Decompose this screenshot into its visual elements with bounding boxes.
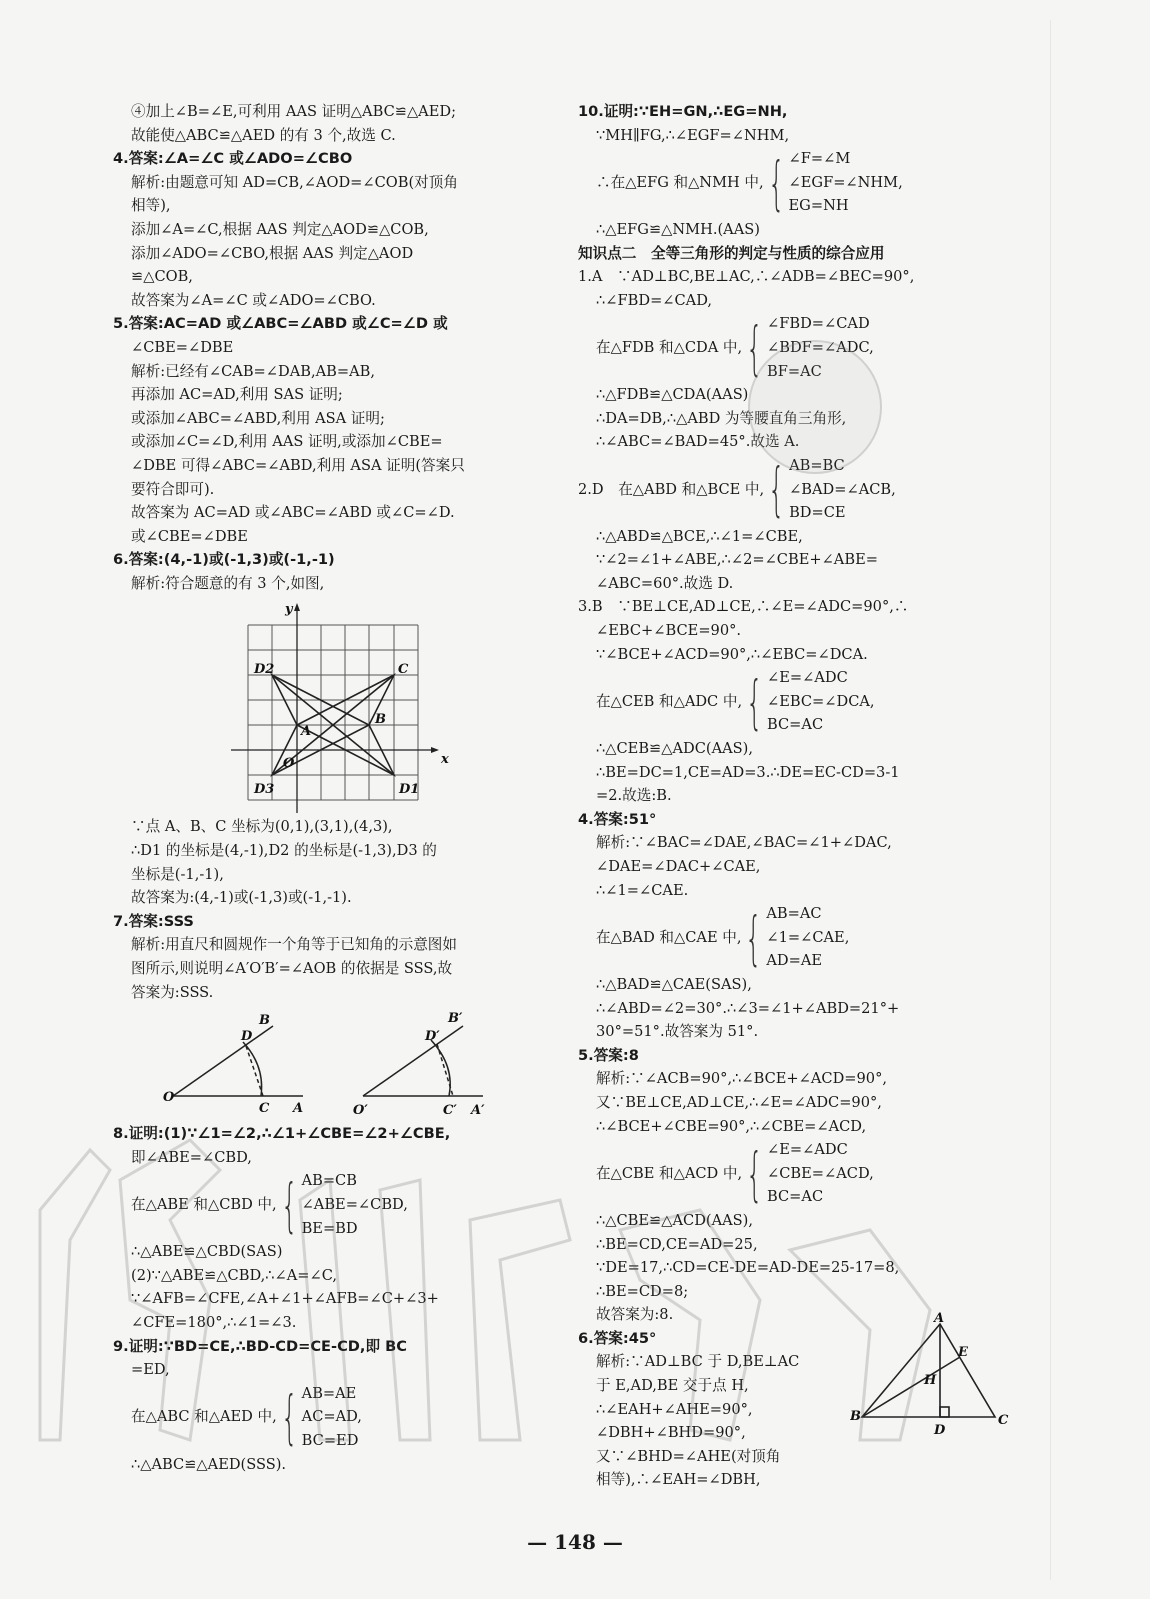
text-line: ∴△FDB≌△CDA(AAS) bbox=[596, 386, 749, 404]
system-row: BC=AC bbox=[767, 1188, 824, 1206]
text-line: ∴BE=CD,CE=AD=25, bbox=[596, 1235, 758, 1253]
proof-10-title: 10.证明:∵EH=GN,∴EG=NH, bbox=[578, 103, 788, 120]
text-line: 添加∠A=∠C,根据 AAS 判定△AOD≌△COB, bbox=[131, 220, 429, 238]
text-line: ∴∠1=∠CAE. bbox=[596, 881, 689, 899]
system-r3 bbox=[578, 666, 1018, 737]
label-h: H bbox=[924, 1373, 937, 1388]
system-row: BC=AC bbox=[767, 716, 824, 734]
answer-7-title: 7.答案:SSS bbox=[113, 912, 194, 930]
text-line: 解析:∵∠ACB=90°,∴∠BCE+∠ACD=90°, bbox=[596, 1070, 888, 1088]
label-a-prime: A′ bbox=[471, 1103, 485, 1119]
brace-icon: { bbox=[280, 1383, 298, 1452]
system-prefix: 在△FDB 和△CDA 中, bbox=[596, 338, 743, 356]
text-line: ∴∠BCE+∠CBE=90°,∴∠CBE=∠ACD, bbox=[596, 1117, 867, 1135]
text-line: 即∠ABE=∠CBD, bbox=[131, 1148, 252, 1166]
page-number: — 148 — bbox=[527, 1530, 623, 1554]
text-line: ≌△COB, bbox=[131, 268, 193, 286]
proof-8-title: 8.证明:(1)∵∠1=∠2,∴∠1+∠CBE=∠2+∠CBE, bbox=[113, 1125, 451, 1143]
text-line: 解析:由题意可知 AD=CB,∠AOD=∠COB(对顶角 bbox=[131, 173, 458, 191]
answer-6-title: 6.答案:(4,-1)或(-1,3)或(-1,-1) bbox=[113, 551, 335, 569]
text-line: ∠CFE=180°,∴∠1=∠3. bbox=[131, 1313, 297, 1331]
label-d2: D2 bbox=[254, 662, 275, 678]
system-row: ∠EGF=∠NHM, bbox=[788, 173, 903, 191]
text-line: 1.A ∵AD⊥BC,BE⊥AC,∴∠ADB=∠BEC=90°, bbox=[578, 268, 915, 286]
system-8 bbox=[113, 1169, 553, 1240]
system-rows bbox=[302, 1169, 408, 1240]
answer-r5-title: 5.答案:8 bbox=[578, 1046, 639, 1064]
text-line: 故答案为∠A=∠C 或∠ADO=∠CBO. bbox=[131, 291, 376, 309]
text-line: =2.故选:B. bbox=[596, 787, 672, 805]
text-line: 再添加 AC=AD,利用 SAS 证明; bbox=[131, 386, 343, 404]
text-line: 故答案为 AC=AD 或∠ABC=∠ABD 或∠C=∠D. bbox=[131, 504, 455, 522]
text-line: 又∵BE⊥CE,AD⊥CE,∴∠E=∠ADC=90°, bbox=[596, 1093, 882, 1111]
text-line: ∴D1 的坐标是(4,-1),D2 的坐标是(-1,3),D3 的 bbox=[131, 842, 437, 860]
left-column bbox=[113, 100, 553, 1476]
brace-icon: { bbox=[746, 667, 763, 736]
system-row: AD=AE bbox=[766, 952, 823, 970]
system-row: ∠F=∠M bbox=[788, 150, 851, 168]
text-line: ∴△EFG≌△NMH.(AAS) bbox=[596, 220, 760, 238]
text-line: 故能使△ABC≌△AED 的有 3 个,故选 C. bbox=[131, 126, 396, 144]
text-line: 或添加∠ABC=∠ABD,利用 ASA 证明; bbox=[131, 409, 385, 427]
text-line: ∵DE=17,∴CD=CE-DE=AD-DE=25-17=8, bbox=[596, 1259, 900, 1277]
system-row: ∠BDF=∠ADC, bbox=[767, 338, 874, 356]
system-row: EG=NH bbox=[788, 197, 849, 215]
system-row: AB=CB bbox=[301, 1172, 357, 1190]
system-row: AB=AC bbox=[766, 905, 822, 923]
label-c: C bbox=[259, 1101, 270, 1117]
text-line: 相等), bbox=[131, 197, 171, 215]
brace-icon: { bbox=[768, 455, 785, 524]
system-prefix: 在△CBE 和△ACD 中, bbox=[596, 1164, 743, 1182]
brace-icon: { bbox=[767, 148, 785, 217]
text-line: 相等),∴∠EAH=∠DBH, bbox=[596, 1471, 761, 1489]
label-d: D bbox=[241, 1029, 253, 1045]
text-line: ∠ABC=60°.故选 D. bbox=[596, 574, 734, 592]
system-row: AC=AD, bbox=[301, 1408, 362, 1426]
label-b-prime: B′ bbox=[448, 1011, 463, 1027]
text-line: (2)∵△ABE≌△CBD,∴∠A=∠C, bbox=[131, 1266, 338, 1284]
label-o: O bbox=[283, 756, 295, 772]
brace-icon: { bbox=[280, 1170, 298, 1239]
text-line: ∵∠2=∠1+∠ABE,∴∠2=∠CBE+∠ABE= bbox=[596, 551, 878, 569]
text-line: ∴△BAD≌△CAE(SAS), bbox=[596, 975, 752, 993]
text-line: ∠DBH+∠BHD=90°, bbox=[596, 1424, 746, 1442]
text-line: 或添加∠C=∠D,利用 AAS 证明,或添加∠CBE= bbox=[131, 433, 443, 451]
label-d1: D1 bbox=[399, 782, 420, 798]
text-line: ∴△ABE≌△CBD(SAS) bbox=[131, 1243, 283, 1261]
page-edge-line bbox=[1050, 20, 1051, 1580]
system-row: BC=ED bbox=[301, 1431, 359, 1449]
brace-icon: { bbox=[746, 313, 763, 382]
system-row: BF=AC bbox=[767, 362, 822, 380]
text-line: 解析:∵∠BAC=∠DAE,∠BAC=∠1+∠DAC, bbox=[596, 834, 892, 852]
text-line: ∴△ABD≌△BCE,∴∠1=∠CBE, bbox=[596, 527, 803, 545]
system-row: BE=BD bbox=[301, 1219, 358, 1237]
text-line: 解析:符合题意的有 3 个,如图, bbox=[131, 574, 325, 592]
system-rows bbox=[767, 1138, 874, 1209]
system-prefix: 在△ABC 和△AED 中, bbox=[131, 1408, 277, 1426]
system-9 bbox=[113, 1382, 553, 1453]
text-line: ∴BE=CD=8; bbox=[596, 1282, 689, 1300]
system-prefix: 在△BAD 和△CAE 中, bbox=[596, 928, 742, 946]
answer-r4-title: 4.答案:51° bbox=[578, 810, 657, 828]
text-line: ∴DA=DB,∴△ABD 为等腰直角三角形, bbox=[596, 409, 847, 427]
label-c: C bbox=[998, 1413, 1009, 1428]
section-title: 知识点二 全等三角形的判定与性质的综合应用 bbox=[578, 244, 885, 262]
system-row: BD=CE bbox=[789, 504, 846, 522]
system-prefix: 在△CEB 和△ADC 中, bbox=[596, 692, 743, 710]
label-b: B bbox=[850, 1409, 861, 1424]
text-line: ∠DAE=∠DAC+∠CAE, bbox=[596, 858, 761, 875]
system-10 bbox=[578, 147, 1018, 218]
system-row: AB=BC bbox=[789, 456, 845, 474]
text-line: 坐标是(-1,-1), bbox=[131, 865, 224, 883]
text-line: ∴∠ABD=∠2=30°.∴∠3=∠1+∠ABD=21°+ bbox=[596, 999, 900, 1017]
label-e: E bbox=[958, 1345, 968, 1360]
system-rows bbox=[302, 1382, 362, 1453]
text-line: ∴△ABC≌△AED(SSS). bbox=[131, 1455, 287, 1473]
label-d-prime: D′ bbox=[425, 1029, 440, 1045]
text-line: ∠DBE 可得∠ABC=∠ABD,利用 ASA 证明(答案只 bbox=[131, 456, 465, 474]
proof-9-title: 9.证明:∵BD=CE,∴BD-CD=CE-CD,即 BC bbox=[113, 1337, 407, 1355]
text-line: 故答案为:8. bbox=[596, 1306, 674, 1324]
system-r4 bbox=[578, 902, 1018, 973]
label-d: D bbox=[934, 1423, 946, 1438]
label-a: A bbox=[934, 1312, 945, 1326]
text-line: ∴∠EAH+∠AHE=90°, bbox=[596, 1400, 753, 1418]
text-line: 解析:用直尺和圆规作一个角等于已知角的示意图如 bbox=[131, 936, 457, 954]
text-line: ∠CBE=∠DBE bbox=[131, 338, 234, 356]
label-b: B bbox=[375, 712, 386, 728]
x-axis-label: x bbox=[441, 752, 449, 768]
text-line: 又∵∠BHD=∠AHE(对顶角 bbox=[596, 1447, 781, 1465]
text-line: ∵∠AFB=∠CFE,∠A+∠1+∠AFB=∠C+∠3+ bbox=[131, 1290, 439, 1308]
text-line: ∴∠FBD=∠CAD, bbox=[596, 291, 713, 309]
label-o: O bbox=[163, 1090, 175, 1106]
text-line: =ED, bbox=[131, 1361, 170, 1379]
label-a: A bbox=[301, 724, 312, 740]
system-row: ∠E=∠ADC bbox=[767, 1141, 848, 1159]
system-prefix: 在△ABE 和△CBD 中, bbox=[131, 1196, 277, 1213]
system-prefix: ∴在△EFG 和△NMH 中, bbox=[596, 173, 764, 191]
text-line: 解析:∵AD⊥BC 于 D,BE⊥AC bbox=[596, 1353, 800, 1371]
label-b: B bbox=[259, 1013, 270, 1029]
label-o-prime: O′ bbox=[353, 1103, 368, 1119]
brace-icon: { bbox=[745, 903, 763, 972]
text-line: 或∠CBE=∠DBE bbox=[131, 527, 248, 545]
coordinate-grid-figure bbox=[113, 595, 553, 815]
text-line: ∵∠BCE+∠ACD=90°,∴∠EBC=∠DCA. bbox=[596, 645, 868, 663]
page-number-value: 148 bbox=[554, 1530, 596, 1554]
text-line: ∴BE=DC=1,CE=AD=3.∴DE=EC-CD=3-1 bbox=[596, 763, 900, 781]
text-line: 3.B ∵BE⊥CE,AD⊥CE,∴∠E=∠ADC=90°,∴ bbox=[578, 598, 909, 616]
answer-4-title: 4.答案:∠A=∠C 或∠ADO=∠CBO bbox=[113, 150, 353, 168]
system-row: AB=AE bbox=[301, 1384, 357, 1402]
label-c-prime: C′ bbox=[443, 1103, 457, 1119]
system-row: ∠FBD=∠CAD bbox=[767, 315, 870, 333]
text-line: 要符合即可). bbox=[131, 480, 215, 498]
system-rows bbox=[789, 147, 903, 218]
text-line: ∠EBC+∠BCE=90°. bbox=[596, 622, 742, 640]
text-line: ∵MH∥FG,∴∠EGF=∠NHM, bbox=[596, 126, 790, 144]
text-line: 故答案为:(4,-1)或(-1,3)或(-1,-1). bbox=[131, 889, 352, 907]
label-d3: D3 bbox=[254, 782, 275, 798]
angle-construction-figure bbox=[113, 1004, 553, 1122]
text-line: ∵点 A、B、C 坐标为(0,1),(3,1),(4,3), bbox=[131, 818, 393, 836]
system-row: ∠1=∠CAE, bbox=[766, 928, 850, 946]
answer-r6-title: 6.答案:45° bbox=[578, 1329, 657, 1347]
text-line: ∴∠ABC=∠BAD=45°.故选 A. bbox=[596, 433, 800, 451]
text-line: 答案为:SSS. bbox=[131, 983, 214, 1001]
system-row: ∠ABE=∠CBD, bbox=[301, 1196, 408, 1213]
system-rows bbox=[766, 902, 849, 973]
text-line: 图所示,则说明∠A′O′B′=∠AOB 的依据是 SSS,故 bbox=[131, 960, 453, 978]
stamp-seal-icon bbox=[748, 340, 882, 474]
triangle-figure bbox=[850, 1312, 1020, 1442]
text-line: 30°=51°.故答案为 51°. bbox=[596, 1023, 759, 1041]
text-line: ∴△CBE≌△ACD(AAS), bbox=[596, 1211, 754, 1229]
right-column bbox=[578, 100, 1018, 1492]
label-c: C bbox=[398, 662, 409, 678]
system-prefix: 2.D 在△ABD 和△BCE 中, bbox=[578, 480, 765, 498]
answer-5-title: 5.答案:AC=AD 或∠ABC=∠ABD 或∠C=∠D 或 bbox=[113, 315, 448, 333]
text-line: 添加∠ADO=∠CBO,根据 AAS 判定△AOD bbox=[131, 244, 414, 262]
text-line: 解析:已经有∠CAB=∠DAB,AB=AB, bbox=[131, 362, 375, 380]
label-a: A bbox=[293, 1101, 304, 1117]
system-row: ∠E=∠ADC bbox=[767, 669, 848, 687]
system-row: ∠EBC=∠DCA, bbox=[767, 692, 875, 710]
system-row: ∠CBE=∠ACD, bbox=[767, 1164, 874, 1182]
text-line: 于 E,AD,BE 交于点 H, bbox=[596, 1377, 749, 1395]
system-rows bbox=[767, 666, 875, 737]
brace-icon: { bbox=[746, 1139, 763, 1208]
text-line: ④加上∠B=∠E,可利用 AAS 证明△ABC≌△AED; bbox=[131, 103, 456, 120]
y-axis-label: y bbox=[285, 602, 293, 618]
system-r5 bbox=[578, 1138, 1018, 1209]
system-row: ∠BAD=∠ACB, bbox=[789, 480, 896, 498]
text-line: ∴△CEB≌△ADC(AAS), bbox=[596, 740, 754, 758]
